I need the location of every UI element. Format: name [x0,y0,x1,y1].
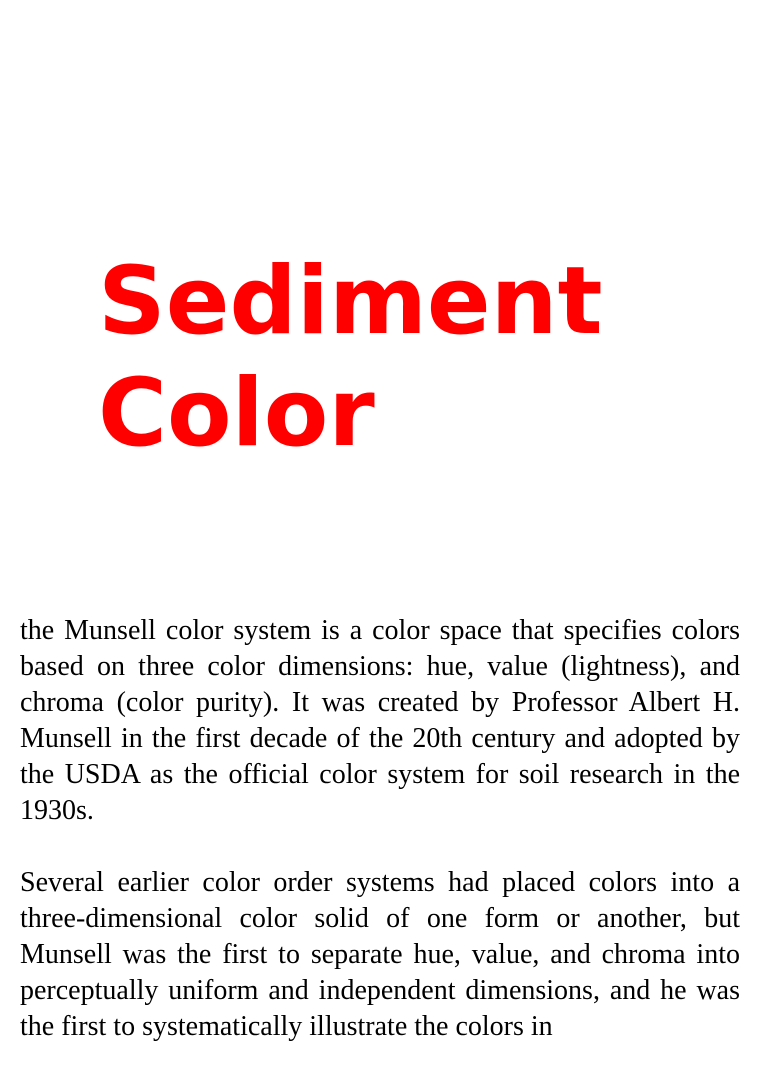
paragraph-munsell-intro: the Munsell color system is a color space that specifies colors based on three color dimensions: hue, value (lightness), and chroma (color purity). It was created by Professor Albert H. Munsell in the first decade of the 20th century and adopted by the USDA as the official color system for soil research in the 1930s. [20,615,740,826]
title-line-1: Sediment [98,247,603,356]
page-title [98,246,738,470]
title-line-2: Color [98,359,375,468]
body-text [20,613,740,1081]
paragraph-color-order-systems: Several earlier color order systems had placed colors into a three-dimensional color solid of one form or another, but Munsell was the first to separate hue, value, and chroma into perceptually uniform and independent dimensions, and he was the first to systematically illustrate the colors in [20,867,740,1042]
